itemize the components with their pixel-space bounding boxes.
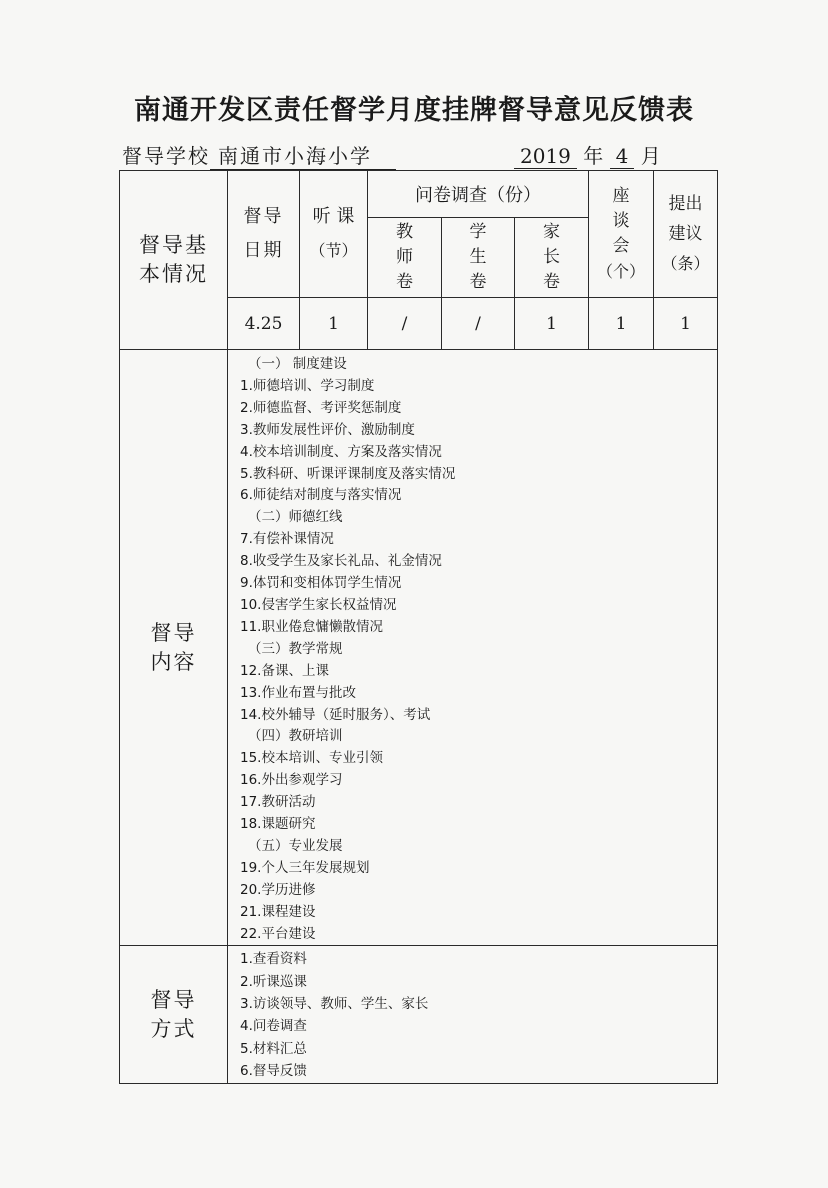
school-line bbox=[122, 140, 396, 170]
content-item: 7.有偿补课情况 bbox=[240, 531, 334, 548]
parent-survey-value: 1 bbox=[515, 298, 589, 350]
content-item: 13.作业布置与批改 bbox=[240, 684, 356, 701]
content-item: （五）专业发展 bbox=[248, 837, 343, 854]
month-value: 4 bbox=[610, 144, 635, 169]
content-item: （三）教学常规 bbox=[248, 640, 343, 657]
content-item: （四）教研培训 bbox=[248, 728, 343, 745]
teacher-survey-header: 教 师 卷 bbox=[368, 218, 442, 298]
basic-section-label: 督导基 本情况 bbox=[120, 171, 228, 350]
content-item: （二）师德红线 bbox=[248, 509, 343, 526]
form-title: 南通开发区责任督学月度挂牌督导意见反馈表 bbox=[134, 95, 694, 126]
content-item: 12.备课、上课 bbox=[240, 662, 329, 679]
meeting-header: 座 谈 会 （个） bbox=[589, 171, 654, 298]
content-item: 8.收受学生及家长礼品、礼金情况 bbox=[240, 553, 442, 570]
suggest-header: 提出 建议 （条） bbox=[654, 171, 718, 298]
content-item: 10.侵害学生家长权益情况 bbox=[240, 596, 397, 613]
listen-value: 1 bbox=[300, 298, 368, 350]
content-item: 20.学历进修 bbox=[240, 881, 316, 898]
content-item: 2.师德监督、考评奖惩制度 bbox=[240, 399, 402, 416]
method-item: 4.问卷调查 bbox=[240, 1018, 307, 1035]
content-item: 4.校本培训制度、方案及落实情况 bbox=[240, 443, 442, 460]
content-item: 6.师徒结对制度与落实情况 bbox=[240, 487, 402, 504]
feedback-table bbox=[119, 170, 718, 1084]
content-list bbox=[228, 350, 718, 946]
content-section-label: 督导 内容 bbox=[120, 350, 228, 946]
school-label: 督导学校 bbox=[122, 144, 210, 168]
content-item: 16.外出参观学习 bbox=[240, 772, 343, 789]
method-item: 1.查看资料 bbox=[240, 951, 307, 968]
content-item: 22.平台建设 bbox=[240, 925, 316, 942]
method-list bbox=[228, 946, 718, 1084]
method-item: 5.材料汇总 bbox=[240, 1040, 307, 1057]
date-value: 4.25 bbox=[228, 298, 300, 350]
date-header: 督导 日期 bbox=[228, 171, 300, 298]
survey-header: 问卷调查（份） bbox=[368, 171, 589, 218]
content-item: 18.课题研究 bbox=[240, 816, 316, 833]
content-item: 19.个人三年发展规划 bbox=[240, 859, 370, 876]
student-survey-header: 学 生 卷 bbox=[442, 218, 515, 298]
date-line bbox=[514, 140, 661, 169]
content-item: 21.课程建设 bbox=[240, 903, 316, 920]
content-item: 11.职业倦怠慵懒散情况 bbox=[240, 618, 383, 635]
content-item: （一） 制度建设 bbox=[248, 356, 347, 372]
content-item: 3.教师发展性评价、激励制度 bbox=[240, 421, 415, 438]
content-item: 17.教研活动 bbox=[240, 794, 316, 811]
method-item: 3.访谈领导、教师、学生、家长 bbox=[240, 996, 429, 1013]
content-item: 1.师德培训、学习制度 bbox=[240, 377, 375, 394]
year-unit: 年 bbox=[583, 144, 604, 168]
month-unit: 月 bbox=[640, 144, 661, 168]
school-name: 南通市小海小学 bbox=[210, 140, 396, 170]
content-item: 15.校本培训、专业引领 bbox=[240, 750, 383, 767]
content-item: 14.校外辅导（延时服务）、考试 bbox=[240, 706, 431, 723]
method-item: 2.听课巡课 bbox=[240, 973, 307, 990]
method-item: 6.督导反馈 bbox=[240, 1062, 307, 1079]
year-value: 2019 bbox=[514, 144, 577, 169]
meeting-value: 1 bbox=[589, 298, 654, 350]
suggest-value: 1 bbox=[654, 298, 718, 350]
content-item: 9.体罚和变相体罚学生情况 bbox=[240, 575, 402, 592]
listen-header: 听 课 （节） bbox=[300, 171, 368, 298]
student-survey-value: / bbox=[442, 298, 515, 350]
content-item: 5.教科研、听课评课制度及落实情况 bbox=[240, 465, 456, 482]
parent-survey-header: 家 长 卷 bbox=[515, 218, 589, 298]
method-section-label: 督导 方式 bbox=[120, 946, 228, 1084]
teacher-survey-value: / bbox=[368, 298, 442, 350]
